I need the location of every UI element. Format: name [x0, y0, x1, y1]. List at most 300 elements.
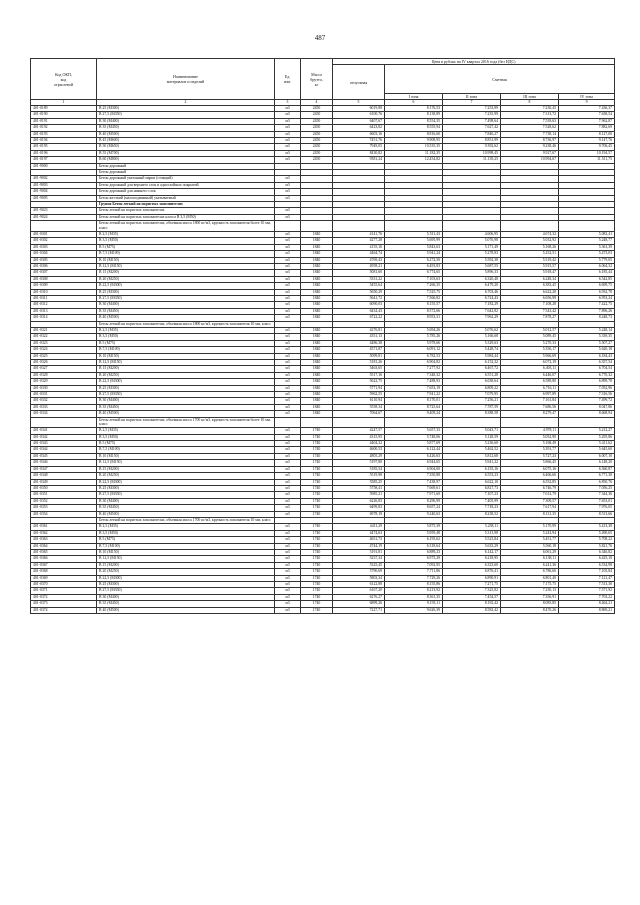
row-price-wholesale: 4958,21	[333, 263, 385, 269]
row-unit: м3	[275, 353, 301, 359]
row-unit: м3	[275, 485, 301, 491]
row-price-zone2: 6.152,32	[443, 360, 501, 366]
row-mass: 1740	[301, 549, 333, 555]
row-name: В 20 (М250)	[97, 276, 275, 282]
row-price-zone2: 6.638,64	[443, 379, 501, 385]
row-name: В 35 (М450)	[97, 125, 275, 131]
row-price-zone3: 7.313,72	[501, 112, 559, 118]
row-price-zone1: 5.941,24	[385, 251, 443, 257]
row-name: В 5 (М75)	[97, 244, 275, 250]
row-unit: м3	[275, 366, 301, 372]
row-unit: м3	[275, 428, 301, 434]
row-price-zone2: 7.846,27	[443, 131, 501, 137]
row-price-zone4: 5.779,05	[559, 257, 615, 263]
row-name: В 22,5 (М300)	[97, 283, 275, 289]
row-price-zone3: 6.403,11	[501, 366, 559, 372]
row-name: В 25 (М300)	[97, 581, 275, 587]
row-unit: м3	[275, 575, 301, 581]
row-price-zone2: 9.392,62	[443, 144, 501, 150]
row-price-zone2: 7.271,75	[443, 581, 501, 587]
row-price-zone1: 7.669,61	[385, 485, 443, 491]
row-code: 401-0311	[31, 295, 97, 301]
row-name: В 2,5 (М35)	[97, 524, 275, 530]
row-name: В 7,5 (М100)	[97, 543, 275, 549]
row-unit: м3	[275, 372, 301, 378]
row-price-zone1: 6.426,63	[385, 453, 443, 459]
row-price-wholesale: 5185,54	[333, 466, 385, 472]
row-price-zone3: 7.539,63	[501, 118, 559, 124]
row-price-zone3: 6.716,11	[501, 385, 559, 391]
row-price-zone2: 5.238,11	[443, 524, 501, 530]
row-price-zone3: 5.052,90	[501, 434, 559, 440]
row-price-zone3: 6.138,11	[501, 556, 559, 562]
row-price-zone1: 8.572,66	[385, 308, 443, 314]
page-number: 487	[314, 34, 326, 42]
row-name: В 2,5 (М35)	[97, 231, 275, 237]
row-mass: 1740	[301, 473, 333, 479]
header-code	[31, 59, 97, 100]
row-name: В 12,5 (М150)	[97, 263, 275, 269]
row-price-zone2: 5.896,33	[443, 270, 501, 276]
row-unit: м3	[275, 106, 301, 112]
row-name: В 10 (М150)	[97, 257, 275, 263]
row-name: В 15 (М200)	[97, 466, 275, 472]
row-mass: 1840	[301, 392, 333, 398]
header-price-title: Цена в рублях на IV квартал 2016 года (без НДС)	[333, 59, 615, 65]
row-price-wholesale: 5622,75	[333, 379, 385, 385]
header-unit-line2: изм.	[283, 79, 292, 84]
row-code: 401-0333	[31, 404, 97, 410]
row-price-wholesale: 6090,03	[333, 302, 385, 308]
row-price-zone2: 6.467,72	[443, 366, 501, 372]
row-unit: м3	[275, 347, 301, 353]
row-mass: 1840	[301, 308, 333, 314]
row-code: 401-0194	[31, 138, 97, 144]
row-price-zone3: 6.997,89	[501, 392, 559, 398]
row-price-zone2: 6.142,17	[443, 549, 501, 555]
row-price-zone1: 6.904,00	[385, 466, 443, 472]
row-price-zone4: 5.507,27	[559, 340, 615, 346]
row-mass: 1840	[301, 327, 333, 333]
row-code: 401-0349	[31, 479, 97, 485]
row-price-zone4: 6.357,54	[559, 360, 615, 366]
row-name: Бетон дорожный	[97, 163, 275, 169]
row-price-zone4	[559, 417, 615, 428]
row-code: 401-0365	[31, 549, 97, 555]
column-index: 1	[31, 100, 97, 106]
row-price-wholesale	[333, 221, 385, 232]
row-price-zone1: 5.843,63	[385, 244, 443, 250]
row-code: 401-0304	[31, 251, 97, 257]
row-price-zone3: 7.528,62	[501, 125, 559, 131]
row-name: В 25 (М300)	[97, 485, 275, 491]
header-zone-3: III зона	[501, 93, 559, 99]
row-code: 401-0192	[31, 125, 97, 131]
row-code: 401-0197	[31, 157, 97, 163]
row-price-zone3: 7.878,27	[501, 315, 559, 321]
row-price-zone2: 7.718,23	[443, 505, 501, 511]
row-code: 401-0371	[31, 588, 97, 594]
row-name: В 40 (М500)	[97, 411, 275, 417]
row-price-zone3: 5.032,92	[501, 238, 559, 244]
row-unit: м3	[275, 460, 301, 466]
row-code: 401-0302	[31, 238, 97, 244]
row-price-zone1: 8.816,60	[385, 131, 443, 137]
row-mass: 1740	[301, 453, 333, 459]
column-index: 5	[333, 100, 385, 106]
row-price-zone3: 6.466,66	[501, 473, 559, 479]
row-price-zone4: 6.932,78	[559, 289, 615, 295]
row-price-zone3: 5.243,94	[501, 530, 559, 536]
row-price-zone2: 7.962,29	[443, 315, 501, 321]
row-unit: м3	[275, 283, 301, 289]
row-price-zone4: 5.490,65	[559, 530, 615, 536]
row-price-zone1: 8.176,53	[385, 106, 443, 112]
row-price-zone4: 6.953,24	[559, 295, 615, 301]
row-unit: м3	[275, 231, 301, 237]
row-unit: м3	[275, 505, 301, 511]
row-name: В 50 (М650)	[97, 144, 275, 150]
header-code-line3: отраслевой	[53, 81, 74, 87]
row-price-zone2: 5.592,38	[443, 257, 501, 263]
row-price-wholesale: 6978,19	[333, 511, 385, 517]
row-price-wholesale: 5985,21	[333, 492, 385, 498]
row-price-zone1: 9.908,95	[385, 138, 443, 144]
header-zone-2: II зона	[443, 93, 501, 99]
row-price-zone3: 8.470,26	[501, 607, 559, 613]
row-price-zone4: 8.668,94	[559, 411, 615, 417]
row-name: В 30 (М400)	[97, 398, 275, 404]
row-unit: м3	[275, 398, 301, 404]
row-unit: м3	[275, 195, 301, 201]
header-name-line1: Наименование	[173, 74, 198, 79]
row-unit: м3	[275, 530, 301, 536]
row-unit: м3	[275, 182, 301, 188]
row-code: 401-0196	[31, 150, 97, 156]
row-price-zone1: 6.195,62	[385, 537, 443, 543]
row-price-zone1: 9.240,63	[385, 511, 443, 517]
row-price-zone4	[559, 221, 615, 232]
row-mass: 1840	[301, 340, 333, 346]
row-price-zone3: 7.738,14	[501, 131, 559, 137]
row-price-zone4: 5.212,27	[559, 428, 615, 434]
row-price-zone2: 6.553,23	[443, 473, 501, 479]
row-mass: 1840	[301, 276, 333, 282]
row-price-wholesale: 5191,81	[333, 549, 385, 555]
row-price-zone2: 5.812,68	[443, 453, 501, 459]
row-code: 401-0351	[31, 492, 97, 498]
row-price-zone4: 8.047,86	[559, 404, 615, 410]
row-price-zone4: 6.184,43	[559, 353, 615, 359]
row-price-wholesale: 4805,29	[333, 453, 385, 459]
row-mass: 2450	[301, 131, 333, 137]
row-price-zone2: 6.703,46	[443, 289, 501, 295]
header-unit	[275, 59, 301, 100]
row-unit: м3	[275, 562, 301, 568]
row-price-wholesale: 6423,82	[333, 125, 385, 131]
row-price-zone1: 9.193,11	[385, 601, 443, 607]
row-mass: 1740	[301, 607, 333, 613]
row-code: 401-0321	[31, 327, 97, 333]
row-code: 401-0347	[31, 466, 97, 472]
row-price-zone2: 7.107,23	[443, 492, 501, 498]
row-name: В 3,5 (М50)	[97, 434, 275, 440]
row-name: В 40 (М500)	[97, 315, 275, 321]
row-price-wholesale: 4744,19	[333, 543, 385, 549]
row-price-zone2: 7.079,95	[443, 392, 501, 398]
row-code: 401-9000	[31, 163, 97, 169]
row-mass: 1740	[301, 498, 333, 504]
row-unit: м3	[275, 214, 301, 220]
row-price-zone4: 7.422,75	[559, 302, 615, 308]
header-mass-line2: брутто,	[310, 76, 323, 82]
row-price-zone1: 8.138,89	[385, 112, 443, 118]
row-price-zone3: 8.085,85	[501, 601, 559, 607]
row-price-zone4: 5.248,77	[559, 238, 615, 244]
row-mass: 1840	[301, 347, 333, 353]
row-price-zone3: 8.736,97	[501, 138, 559, 144]
row-price-zone2: 6.809,22	[443, 385, 501, 391]
row-code: 401-0310	[31, 289, 97, 295]
row-code: 401-0370	[31, 581, 97, 587]
row-price-zone3: 5.560,18	[501, 543, 559, 549]
row-code: 401-0309	[31, 283, 97, 289]
row-price-zone2: 6.724,43	[443, 295, 501, 301]
row-unit: м3	[275, 157, 301, 163]
row-mass: 2450	[301, 118, 333, 124]
row-price-wholesale: 4276,81	[333, 327, 385, 333]
row-price-wholesale: 6407,67	[333, 118, 385, 124]
row-price-zone1: 5.694,26	[385, 327, 443, 333]
row-name: Бетон легкий на пористых заполнителях, объемная масса 1800 кг/м3, крупность заполнителя более 10 мм, класс	[97, 221, 275, 232]
row-price-wholesale: 4141,76	[333, 231, 385, 237]
row-mass: 1740	[301, 441, 333, 447]
row-code	[31, 221, 97, 232]
row-price-zone4: 7.976,05	[559, 505, 615, 511]
row-price-zone2: 6.876,41	[443, 569, 501, 575]
row-mass: 1840	[301, 353, 333, 359]
row-price-wholesale: 5962,55	[333, 392, 385, 398]
row-price-zone3: 7.543,42	[501, 308, 559, 314]
row-price-wholesale: 4155,16	[333, 244, 385, 250]
row-mass: 1840	[301, 366, 333, 372]
row-price-zone4: 5.708,22	[559, 537, 615, 543]
row-name: В 12,5 (М150)	[97, 360, 275, 366]
row-price-zone4: 7.344,36	[559, 492, 615, 498]
row-price-zone3: 5.252,51	[501, 251, 559, 257]
row-code: 401-9024	[31, 214, 97, 220]
row-price-zone1: 5.785,26	[385, 334, 443, 340]
row-mass: 1740	[301, 581, 333, 587]
row-code: 401-0326	[31, 360, 97, 366]
row-price-zone1: 7.653,19	[385, 385, 443, 391]
row-price-zone3: 7.175,75	[501, 581, 559, 587]
row-price-zone1: 6.318,64	[385, 543, 443, 549]
row-price-wholesale: 6899,26	[333, 601, 385, 607]
row-price-wholesale: 6122,88	[333, 581, 385, 587]
row-mass: 1840	[301, 372, 333, 378]
row-price-wholesale: 5081,60	[333, 270, 385, 276]
header-name-line2: материалов и изделий	[166, 79, 205, 84]
row-price-zone1: 6.904,82	[385, 360, 443, 366]
row-code: 401-0324	[31, 347, 97, 353]
row-code: 401-0330	[31, 385, 97, 391]
row-price-wholesale: 5181,26	[333, 360, 385, 366]
row-code: 401-0331	[31, 392, 97, 398]
row-price-zone2: 5.166,68	[443, 334, 501, 340]
row-price-wholesale: 5463,65	[333, 366, 385, 372]
row-price-wholesale: 6722,22	[333, 315, 385, 321]
row-mass: 1840	[301, 411, 333, 417]
row-mass: 2450	[301, 138, 333, 144]
row-name: В 25 (М300)	[97, 289, 275, 295]
row-name: Бетон дорожный	[97, 170, 275, 176]
row-price-zone4: 5.295,86	[559, 434, 615, 440]
row-mass: 2450	[301, 125, 333, 131]
row-price-zone2: 8.238,52	[443, 511, 501, 517]
row-name: Бетон дорожный для нижнего слоя	[97, 189, 275, 195]
row-mass: 1740	[301, 562, 333, 568]
row-price-zone2: 7.253,99	[443, 106, 501, 112]
row-price-zone4: 7.436,37	[559, 106, 615, 112]
row-price-zone4: 6.770,32	[559, 372, 615, 378]
column-index: 6	[385, 100, 443, 106]
row-unit: м3	[275, 556, 301, 562]
row-unit: м3	[275, 601, 301, 607]
row-price-wholesale: 5641,72	[333, 295, 385, 301]
row-price-zone3: 5.451,77	[501, 537, 559, 543]
row-price-zone4: 5.473,03	[559, 251, 615, 257]
row-price-zone2: 6.551,28	[443, 372, 501, 378]
row-unit: м3	[275, 492, 301, 498]
row-unit: м3	[275, 131, 301, 137]
row-price-wholesale: 4315,95	[333, 434, 385, 440]
row-price-zone1: 5.748,06	[385, 434, 443, 440]
row-price-wholesale: 4571,87	[333, 347, 385, 353]
row-code: 401-0343	[31, 441, 97, 447]
row-name: В 3,5 (М50)	[97, 238, 275, 244]
row-unit: м3	[275, 379, 301, 385]
row-price-zone1: 7.488,93	[385, 379, 443, 385]
row-price-zone3: 6.656,99	[501, 295, 559, 301]
header-mass-line1: Масса	[311, 71, 322, 77]
row-code: 401-0312	[31, 302, 97, 308]
row-price-wholesale: 6100,76	[333, 112, 385, 118]
row-name: В 10 (М150)	[97, 453, 275, 459]
row-price-zone1: 8.296,99	[385, 498, 443, 504]
row-code: 401-0325	[31, 353, 97, 359]
table-row	[31, 607, 615, 613]
row-price-zone1: 7.729,26	[385, 575, 443, 581]
row-mass	[301, 417, 333, 428]
row-price-zone4: 6.899,78	[559, 379, 615, 385]
row-price-zone2: 5.076,62	[443, 327, 501, 333]
row-code: 401-0195	[31, 144, 97, 150]
row-price-wholesale: 4600,53	[333, 447, 385, 453]
row-unit: м3	[275, 543, 301, 549]
row-name: В 7,5 (М100)	[97, 251, 275, 257]
row-price-zone4: 7.703,22	[559, 594, 615, 600]
row-price-zone2: 5.329,63	[443, 340, 501, 346]
row-name: Группа Бетон легкий на пористых заполнителях	[97, 202, 275, 208]
row-price-zone1: 7.525,75	[385, 289, 443, 295]
row-price-zone2: 7.787,59	[443, 404, 501, 410]
row-price-wholesale: 5558,34	[333, 404, 385, 410]
row-name: В 12,5 (М150)	[97, 556, 275, 562]
row-unit: м3	[275, 208, 301, 214]
row-price-zone1: 7.277,92	[385, 366, 443, 372]
row-price-wholesale: 6603,16	[333, 131, 385, 137]
row-price-zone3: 4.978,11	[501, 428, 559, 434]
price-table	[30, 58, 615, 614]
row-unit: м3	[275, 441, 301, 447]
row-code: 401-0342	[31, 434, 97, 440]
table-header	[31, 59, 615, 106]
row-name: В 12,5 (М150)	[97, 460, 275, 466]
row-code: 401-0361	[31, 524, 97, 530]
row-mass: 1740	[301, 492, 333, 498]
row-price-wholesale: 5790,69	[333, 569, 385, 575]
row-price-zone4: 8.464,21	[559, 601, 615, 607]
row-price-wholesale: 5758,41	[333, 485, 385, 491]
column-index: 2	[97, 100, 275, 106]
row-unit: м3	[275, 112, 301, 118]
row-price-wholesale: 5803,34	[333, 575, 385, 581]
row-name: В 30 (М400)	[97, 498, 275, 504]
row-unit: м3	[275, 244, 301, 250]
row-unit: м3	[275, 176, 301, 182]
row-price-zone2: 6.155,16	[443, 466, 501, 472]
row-mass: 1840	[301, 398, 333, 404]
row-name: В 3,5 (М50)	[97, 530, 275, 536]
row-price-zone4: 8.869,21	[559, 607, 615, 613]
row-code: 401-0346	[31, 460, 97, 466]
row-code: 401-0362	[31, 530, 97, 536]
row-price-zone2: 6.320,48	[443, 276, 501, 282]
row-price-wholesale: 5517,16	[333, 372, 385, 378]
row-price-wholesale: 4247,57	[333, 428, 385, 434]
row-unit: м3	[275, 411, 301, 417]
row-code: 401-0328	[31, 372, 97, 378]
column-index: 4	[301, 100, 333, 106]
header-unit-line1: Ед.	[284, 74, 291, 79]
row-price-zone3: 6.072,19	[501, 360, 559, 366]
row-unit: м3	[275, 270, 301, 276]
row-unit: м3	[275, 251, 301, 257]
row-code: 401-0344	[31, 447, 97, 453]
row-name: Бетон дорожный для верхнего слоя и однослойных покрытий	[97, 182, 275, 188]
row-price-wholesale: 4474,63	[333, 530, 385, 536]
row-mass: 1840	[301, 315, 333, 321]
row-price-zone4: 5.620,18	[559, 347, 615, 353]
row-price-wholesale: 4486,38	[333, 340, 385, 346]
row-price-zone4: 7.513,30	[559, 581, 615, 587]
row-price-zone1	[385, 417, 443, 428]
row-price-zone2: 5.984,44	[443, 353, 501, 359]
row-mass: 1840	[301, 289, 333, 295]
row-unit: м3	[275, 524, 301, 530]
row-price-zone4: 7.653,01	[559, 498, 615, 504]
row-price-zone4: 6.007,10	[559, 453, 615, 459]
row-price-zone3: 5.519,42	[501, 257, 559, 263]
row-unit: м3	[275, 138, 301, 144]
row-name: Бетон дорожный укатанный марки (стоящий)	[97, 176, 275, 182]
row-code: 401-0348	[31, 473, 97, 479]
row-price-zone1: 7.350,88	[385, 473, 443, 479]
row-name: В 7,5 (М100)	[97, 347, 275, 353]
row-unit: м3	[275, 315, 301, 321]
row-price-zone4: 6.360,87	[559, 466, 615, 472]
